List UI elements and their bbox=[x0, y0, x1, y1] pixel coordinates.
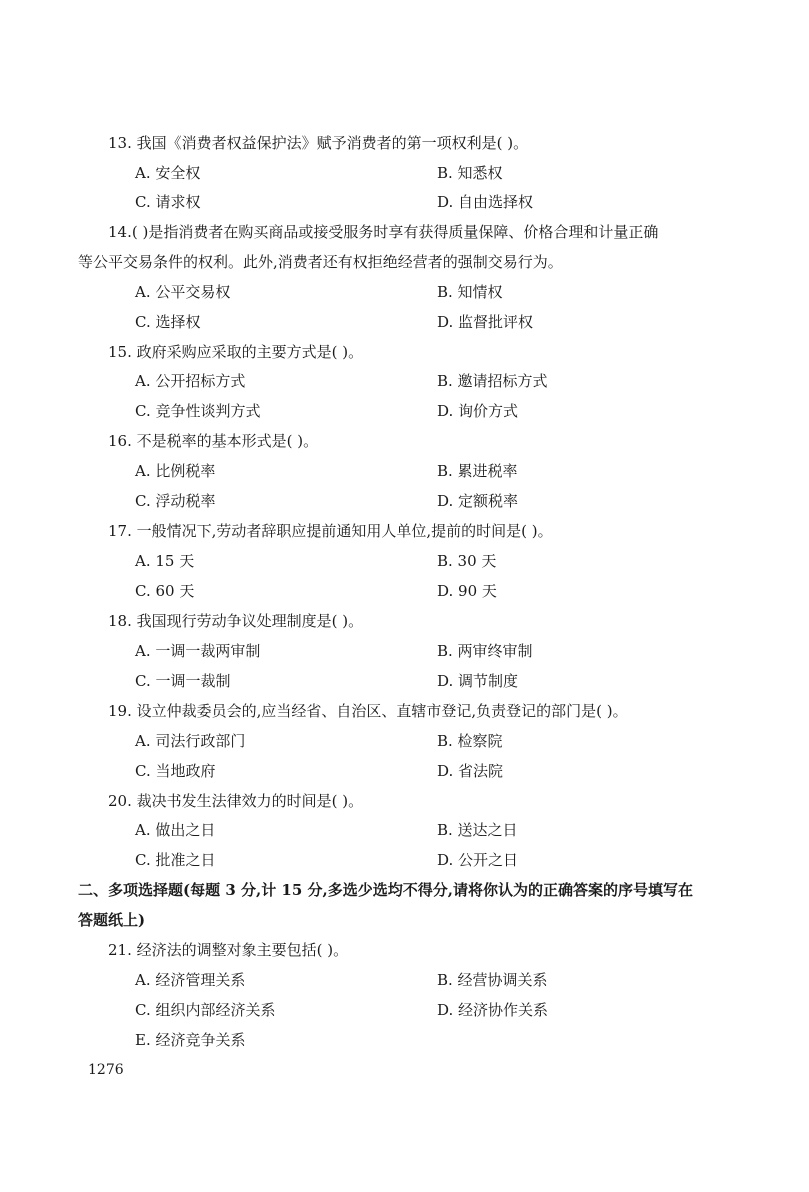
question-20-option-c: C. 批准之日 bbox=[135, 851, 216, 869]
question-21-option-c: C. 组织内部经济关系 bbox=[135, 1001, 276, 1019]
question-18-option-a: A. 一调一裁两审制 bbox=[135, 642, 261, 660]
question-17-option-a: A. 15 天 bbox=[135, 552, 195, 570]
question-15-option-a: A. 公开招标方式 bbox=[135, 372, 246, 390]
question-20-option-b: B. 送达之日 bbox=[437, 821, 518, 839]
question-20-option-a: A. 做出之日 bbox=[135, 821, 216, 839]
question-15-option-b: B. 邀请招标方式 bbox=[437, 372, 548, 390]
question-17-option-c: C. 60 天 bbox=[135, 582, 195, 600]
section-2-heading-continued: 答题纸上) bbox=[78, 911, 146, 929]
page-number: 1276 bbox=[88, 1062, 124, 1078]
question-15-stem: 15. 政府采购应采取的主要方式是( )。 bbox=[108, 343, 364, 361]
question-16-option-d: D. 定额税率 bbox=[437, 492, 519, 510]
question-14-option-c: C. 选择权 bbox=[135, 313, 201, 331]
question-21-option-d: D. 经济协作关系 bbox=[437, 1001, 549, 1019]
question-15-option-c: C. 竞争性谈判方式 bbox=[135, 402, 261, 420]
question-16-option-c: C. 浮动税率 bbox=[135, 492, 216, 510]
question-17-stem: 17. 一般情况下,劳动者辞职应提前通知用人单位,提前的时间是( )。 bbox=[108, 522, 553, 540]
question-21-option-a: A. 经济管理关系 bbox=[135, 971, 246, 989]
question-19-option-d: D. 省法院 bbox=[437, 762, 504, 780]
question-20-option-d: D. 公开之日 bbox=[437, 851, 519, 869]
question-14-option-a: A. 公平交易权 bbox=[135, 283, 231, 301]
question-13-option-a: A. 安全权 bbox=[135, 164, 201, 182]
question-21-option-b: B. 经营协调关系 bbox=[437, 971, 548, 989]
question-15-option-d: D. 询价方式 bbox=[437, 402, 519, 420]
section-2-heading: 二、多项选择题(每题 3 分,计 15 分,多选少选均不得分,请将你认为的正确答案的序号填写在 bbox=[78, 881, 693, 899]
question-13-option-c: C. 请求权 bbox=[135, 193, 201, 211]
question-14-stem: 14.( )是指消费者在购买商品或接受服务时享有获得质量保障、价格合理和计量正确 bbox=[108, 223, 659, 241]
question-13-stem: 13. 我国《消费者权益保护法》赋予消费者的第一项权利是( )。 bbox=[108, 134, 529, 152]
question-21-option-e: E. 经济竞争关系 bbox=[135, 1031, 246, 1049]
question-19-option-c: C. 当地政府 bbox=[135, 762, 216, 780]
question-17-option-d: D. 90 天 bbox=[437, 582, 497, 600]
question-21-stem: 21. 经济法的调整对象主要包括( )。 bbox=[108, 941, 349, 959]
question-17-option-b: B. 30 天 bbox=[437, 552, 497, 570]
question-19-option-b: B. 检察院 bbox=[437, 732, 503, 750]
question-18-stem: 18. 我国现行劳动争议处理制度是( )。 bbox=[108, 612, 364, 630]
question-16-option-b: B. 累进税率 bbox=[437, 462, 518, 480]
question-16-option-a: A. 比例税率 bbox=[135, 462, 216, 480]
question-14-option-b: B. 知情权 bbox=[437, 283, 503, 301]
question-19-stem: 19. 设立仲裁委员会的,应当经省、自治区、直辖市登记,负责登记的部门是( )。 bbox=[108, 702, 628, 720]
question-13-option-b: B. 知悉权 bbox=[437, 164, 503, 182]
question-20-stem: 20. 裁决书发生法律效力的时间是( )。 bbox=[108, 792, 364, 810]
question-14-option-d: D. 监督批评权 bbox=[437, 313, 534, 331]
question-14-stem-continued: 等公平交易条件的权利。此外,消费者还有权拒绝经营者的强制交易行为。 bbox=[78, 253, 563, 271]
question-18-option-d: D. 调节制度 bbox=[437, 672, 519, 690]
question-16-stem: 16. 不是税率的基本形式是( )。 bbox=[108, 432, 319, 450]
question-18-option-b: B. 两审终审制 bbox=[437, 642, 533, 660]
question-13-option-d: D. 自由选择权 bbox=[437, 193, 534, 211]
question-18-option-c: C. 一调一裁制 bbox=[135, 672, 231, 690]
question-19-option-a: A. 司法行政部门 bbox=[135, 732, 246, 750]
